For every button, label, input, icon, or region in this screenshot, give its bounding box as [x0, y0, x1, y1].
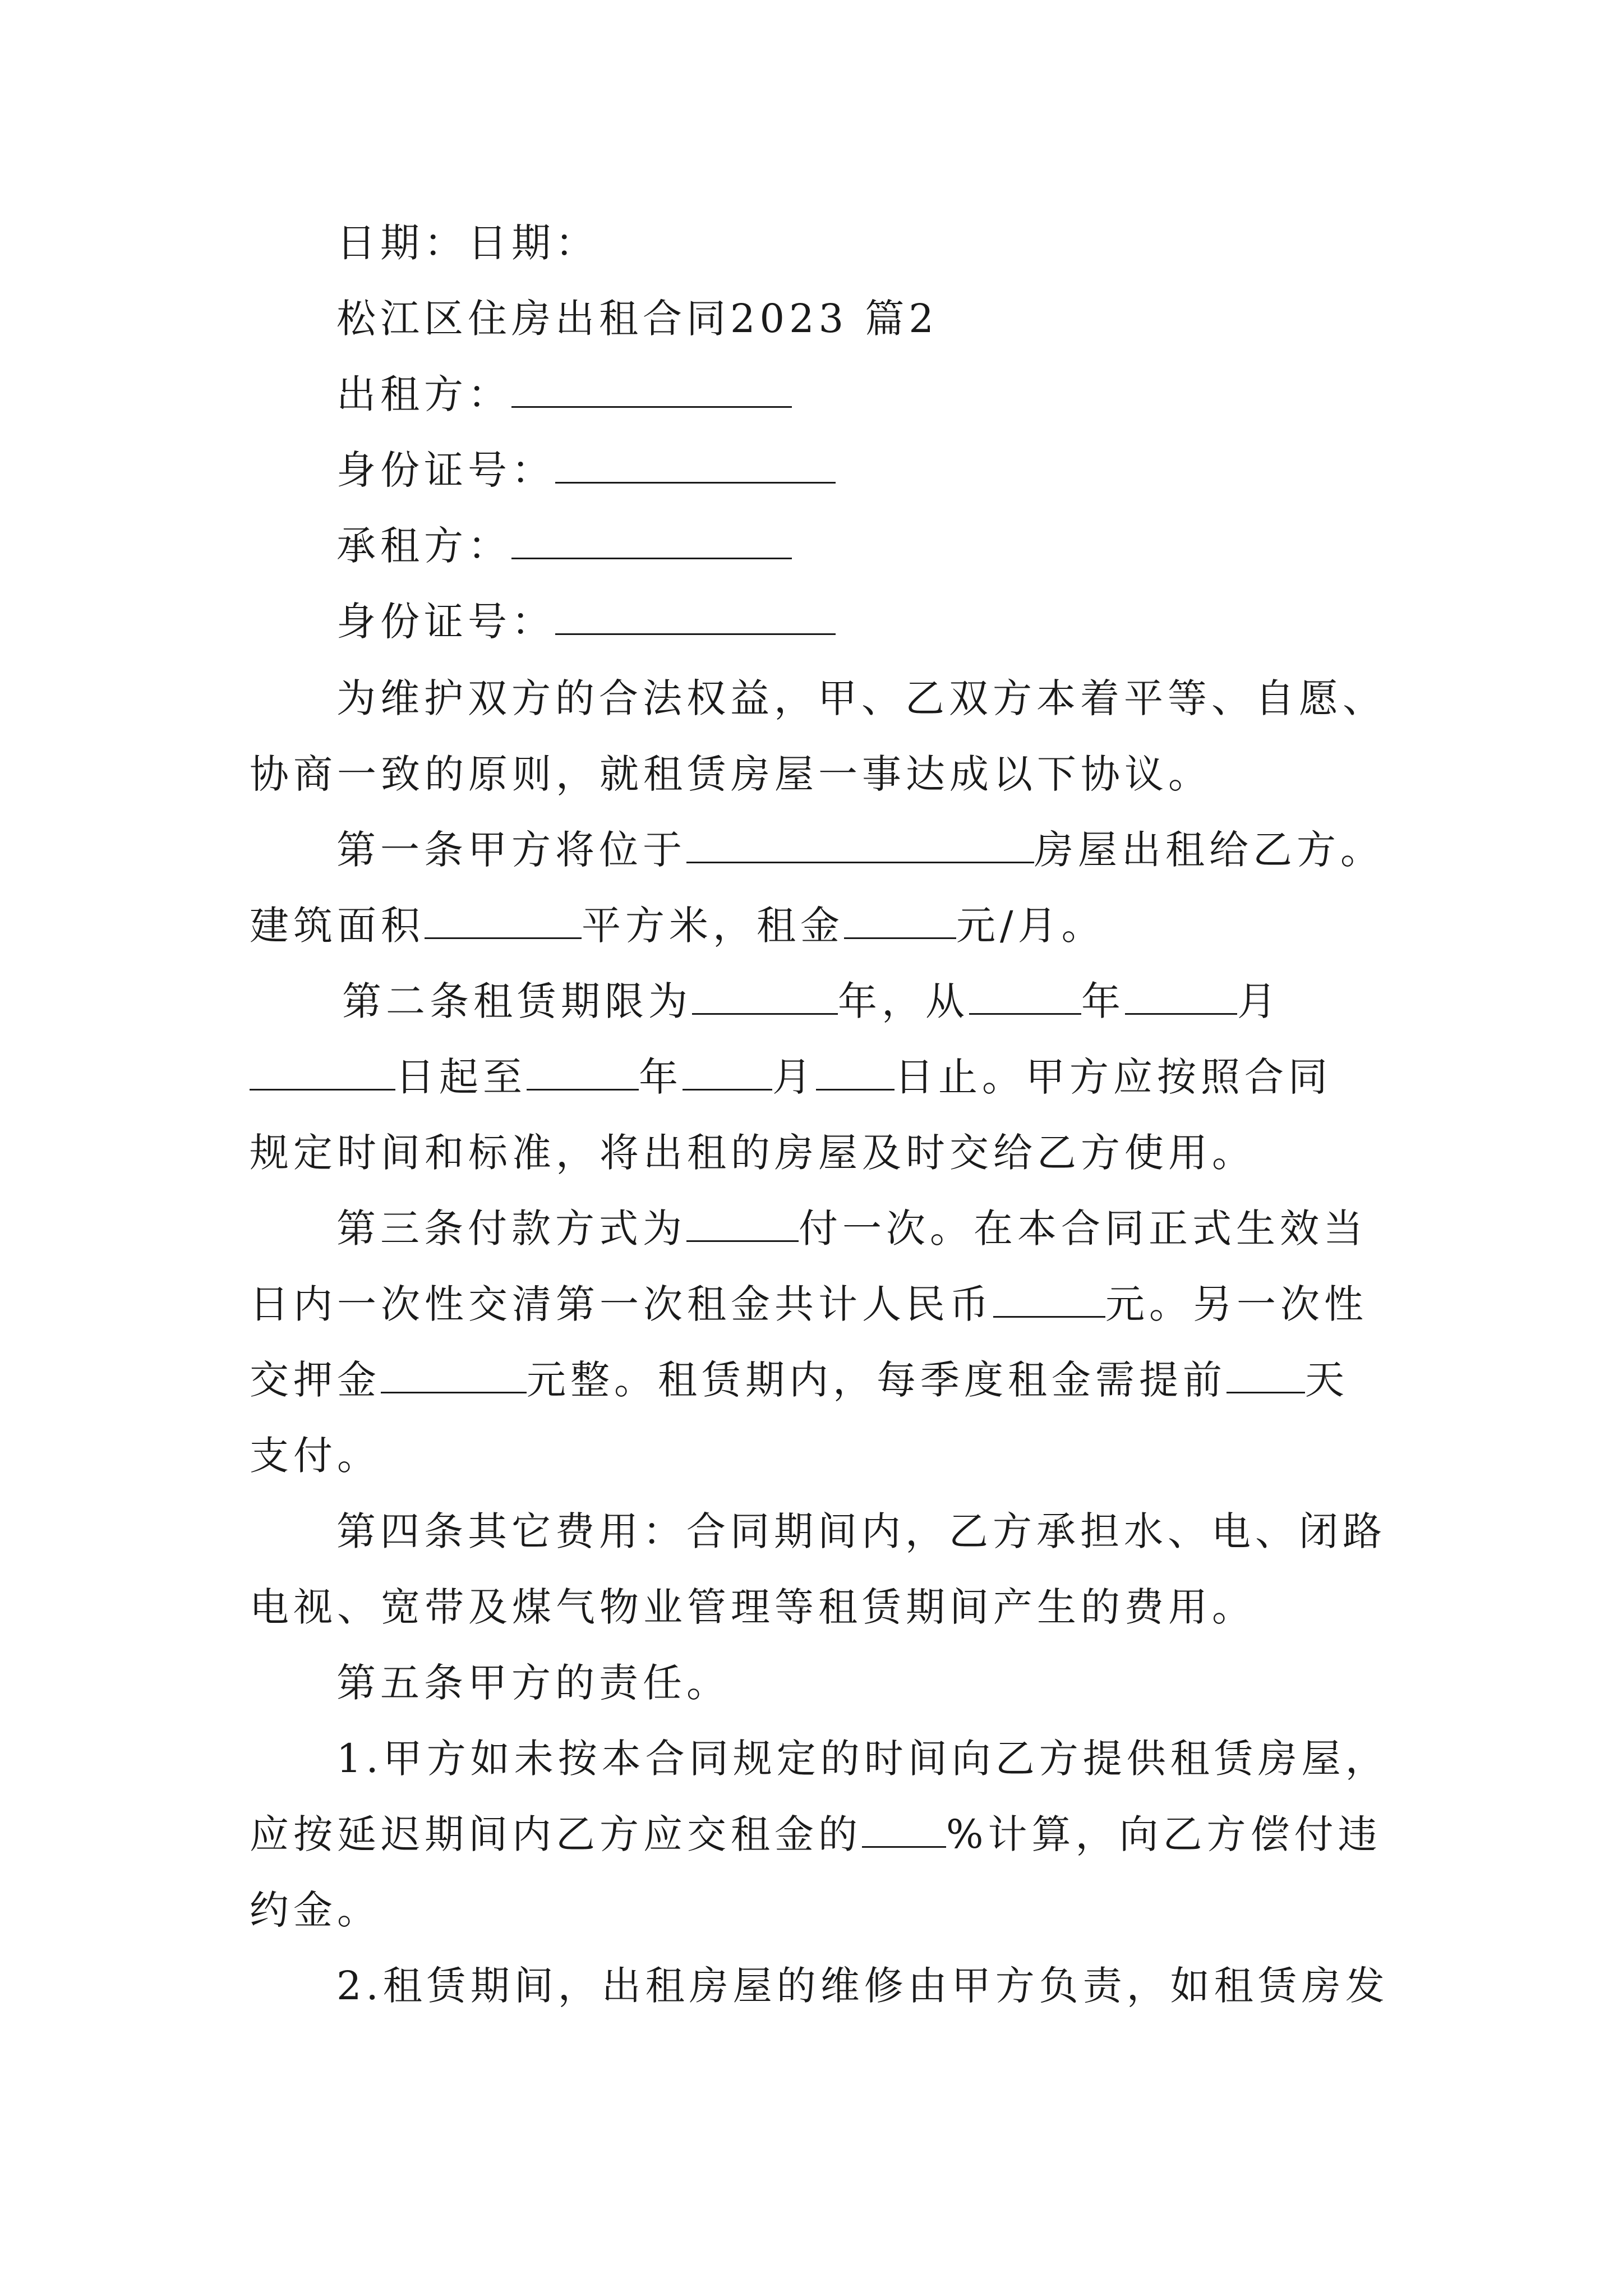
advance-days-blank[interactable] — [1227, 1357, 1305, 1393]
article-3-text-4: 元。另一次性 — [1105, 1281, 1368, 1327]
article-1-text-5: 元/月。 — [956, 903, 1105, 949]
article-3-line-3 — [250, 1355, 1349, 1405]
article-2-text-1: 第二条租赁期限为 — [342, 978, 692, 1024]
lessee-id-blank[interactable] — [555, 599, 836, 635]
article-3-text-8: 支付。 — [250, 1433, 381, 1479]
article-2-text-7: 月 — [772, 1054, 816, 1100]
lessee-id-label: 身份证号： — [336, 599, 555, 645]
end-month-blank[interactable] — [683, 1054, 772, 1091]
lessor-id-line — [336, 445, 836, 495]
article-3-text-3: 日内一次性交清第一次租金共计人民币 — [250, 1281, 993, 1327]
date-line — [336, 218, 599, 268]
lessee-id-line — [336, 596, 836, 647]
lessor-id-label: 身份证号： — [336, 447, 555, 493]
article-1-text-4: 平方米，租金 — [582, 903, 844, 949]
lessor-blank[interactable] — [511, 371, 792, 408]
first-rent-blank[interactable] — [993, 1281, 1105, 1318]
article-2-text-2: 年，从 — [838, 978, 969, 1024]
article-3-text-1: 第三条付款方式为 — [336, 1205, 686, 1251]
item-2-line-1 — [336, 1961, 1389, 2011]
payment-period-blank[interactable] — [686, 1205, 799, 1242]
article-1-line-2 — [250, 900, 1105, 951]
article-4-text-2: 电视、宽带及煤气物业管理等租赁期间产生的费用。 — [250, 1584, 1256, 1630]
article-2-text-3: 年 — [1081, 978, 1125, 1024]
item-1-line-3 — [250, 1885, 381, 1935]
document-title-text: 松江区住房出租合同2023 篇2 — [336, 296, 938, 342]
article-4-line-1 — [336, 1506, 1386, 1557]
article-3-line-1 — [336, 1203, 1367, 1254]
start-year-blank[interactable] — [969, 978, 1081, 1015]
penalty-percent-blank[interactable] — [862, 1811, 946, 1848]
document-title — [336, 293, 938, 344]
article-3-line-4 — [250, 1430, 381, 1481]
item-1-line-2 — [250, 1809, 1382, 1860]
item-1-text-2: 应按延迟期间内乙方应交租金的 — [250, 1811, 862, 1857]
area-blank[interactable] — [425, 903, 582, 939]
item-1-text-1: 1.甲方如未按本合同规定的时间向乙方提供租赁房屋， — [336, 1736, 1389, 1782]
start-month-blank[interactable] — [1125, 978, 1237, 1015]
house-location-blank[interactable] — [686, 827, 1034, 863]
article-1-line-1 — [336, 825, 1384, 875]
article-2-line-2 — [250, 1052, 1332, 1102]
item-1-text-4: 约金。 — [250, 1887, 381, 1933]
article-2-text-8: 日止。甲方应按照合同 — [895, 1054, 1332, 1100]
article-2-text-6: 年 — [639, 1054, 683, 1100]
article-2-line-3 — [250, 1128, 1256, 1178]
lessor-id-blank[interactable] — [555, 447, 836, 484]
article-4-line-2 — [250, 1582, 1256, 1632]
rent-blank[interactable] — [844, 903, 956, 939]
start-day-blank[interactable] — [250, 1054, 395, 1091]
article-3-text-5: 交押金 — [250, 1357, 381, 1403]
intro-line-2 — [250, 749, 1212, 799]
end-year-blank[interactable] — [527, 1054, 639, 1091]
article-2-text-5: 日起至 — [395, 1054, 527, 1100]
lessee-label: 承租方： — [336, 523, 511, 569]
article-5-title-text: 第五条甲方的责任。 — [336, 1660, 730, 1706]
item-1-line-1 — [336, 1733, 1389, 1784]
lessor-label: 出租方： — [336, 371, 511, 417]
article-3-text-6: 元整。租赁期内，每季度租金需提前 — [527, 1357, 1227, 1403]
lessee-blank[interactable] — [511, 523, 792, 559]
end-day-blank[interactable] — [816, 1054, 895, 1091]
intro-text-2: 协商一致的原则，就租赁房屋一事达成以下协议。 — [250, 751, 1212, 797]
intro-line-1 — [336, 673, 1386, 724]
article-4-text-1: 第四条其它费用：合同期间内，乙方承担水、电、闭路 — [336, 1508, 1386, 1554]
article-3-line-2 — [250, 1279, 1368, 1329]
lessee-line — [336, 521, 792, 571]
article-3-text-7: 天 — [1305, 1357, 1349, 1403]
date-line-text: 日期：日期： — [336, 220, 599, 266]
deposit-blank[interactable] — [381, 1357, 527, 1393]
intro-text-1: 为维护双方的合法权益，甲、乙双方本着平等、自愿、 — [336, 675, 1386, 721]
term-years-blank[interactable] — [692, 978, 838, 1015]
article-1-text-1: 第一条甲方将位于 — [336, 827, 686, 873]
article-2-line-1 — [342, 976, 1281, 1027]
article-1-text-3: 建筑面积 — [250, 903, 425, 949]
article-2-text-9: 规定时间和标准，将出租的房屋及时交给乙方使用。 — [250, 1130, 1256, 1176]
article-5-title — [336, 1658, 730, 1708]
item-2-text-1: 2.租赁期间，出租房屋的维修由甲方负责，如租赁房发 — [336, 1963, 1389, 2009]
article-2-text-4: 月 — [1237, 978, 1281, 1024]
item-1-text-3: %计算，向乙方偿付违 — [946, 1811, 1382, 1857]
lessor-line — [336, 369, 792, 420]
article-3-text-2: 付一次。在本合同正式生效当 — [799, 1205, 1367, 1251]
article-1-text-2: 房屋出租给乙方。 — [1034, 827, 1384, 873]
